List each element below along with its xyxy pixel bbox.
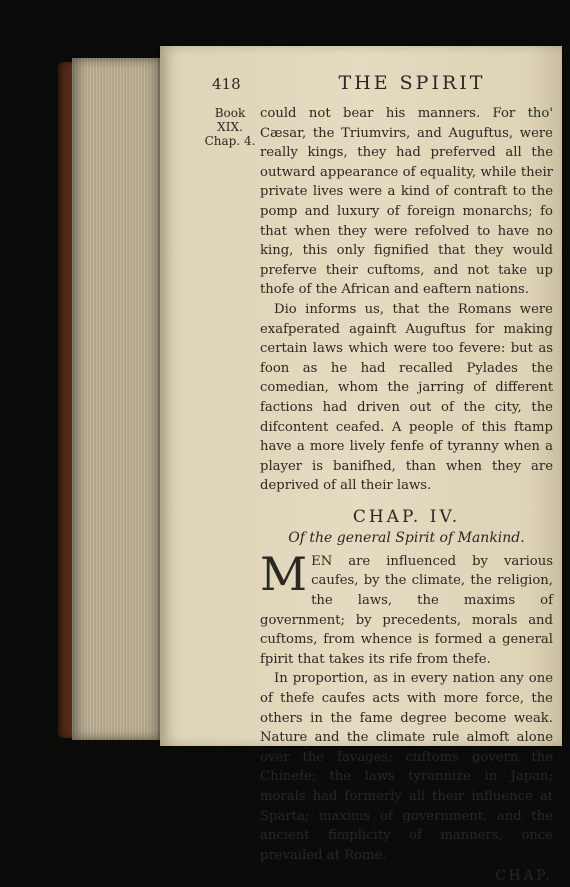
paragraph: could not bear his manners. For tho' Cæsar, the Triumvirs, and Auguftus, were really kings, they had preferved all the outward appearance of equality, while their private lives were a kind of contraft to the pomp and luxury of foreign monarchs; fo that when they were refolved to have no king, this only fignified that they would preferve their cuftoms, and not take up thofe of the African and eaftern nations. (260, 106, 553, 298)
page-edges (72, 58, 162, 740)
chapter-subtitle: Of the general Spirit of Mankind. (288, 529, 525, 546)
paragraph: Dio informs us, that the Romans were exafperated againft Auguftus for making certain laws which were too fevere: but as foon as he had recalled Pylades the comedian, whom the jarring of different factions had driven out of the city, the difcontent ceafed. A people of this ftamp have a more lively fenfe of tyranny when a player is banifhed, than when they are deprived of all their laws. (260, 301, 553, 494)
page-text (260, 104, 553, 887)
book-page (160, 46, 562, 885)
running-title: THE SPIRIT (338, 72, 486, 94)
chapter-heading: CHAP. IV. (352, 506, 461, 527)
page-header (212, 72, 552, 94)
drop-cap: M (260, 546, 308, 601)
chapter-paragraph (260, 546, 553, 670)
margin-note (200, 106, 260, 148)
margin-note-book-number: XIX. (217, 120, 243, 134)
paragraph: In proportion, as in every nation any one of thefe caufes acts with more force, the others in the fame degree become weak. Nature and the climate rule almoft alone over the favages; cuftoms govern the Chinefe; the laws tyrannize in Japan; morals had formerly all their influence at Sparta; maxims of government, and the ancient fimplicity of manners, once prevailed at Rome. (260, 671, 553, 863)
margin-note-chapter: Chap. 4. (204, 134, 256, 148)
catchword: CHAP. (495, 868, 553, 885)
chapter-paragraph-text: EN are influenced by various caufes, by the climate, the religion, the laws, the maxims of government; by precedents, morals and cuftoms, from whence is formed a general fpirit that takes its rife from thefe. (260, 553, 553, 667)
margin-note-book: Book (214, 106, 246, 120)
page-number: 418 (212, 75, 241, 93)
